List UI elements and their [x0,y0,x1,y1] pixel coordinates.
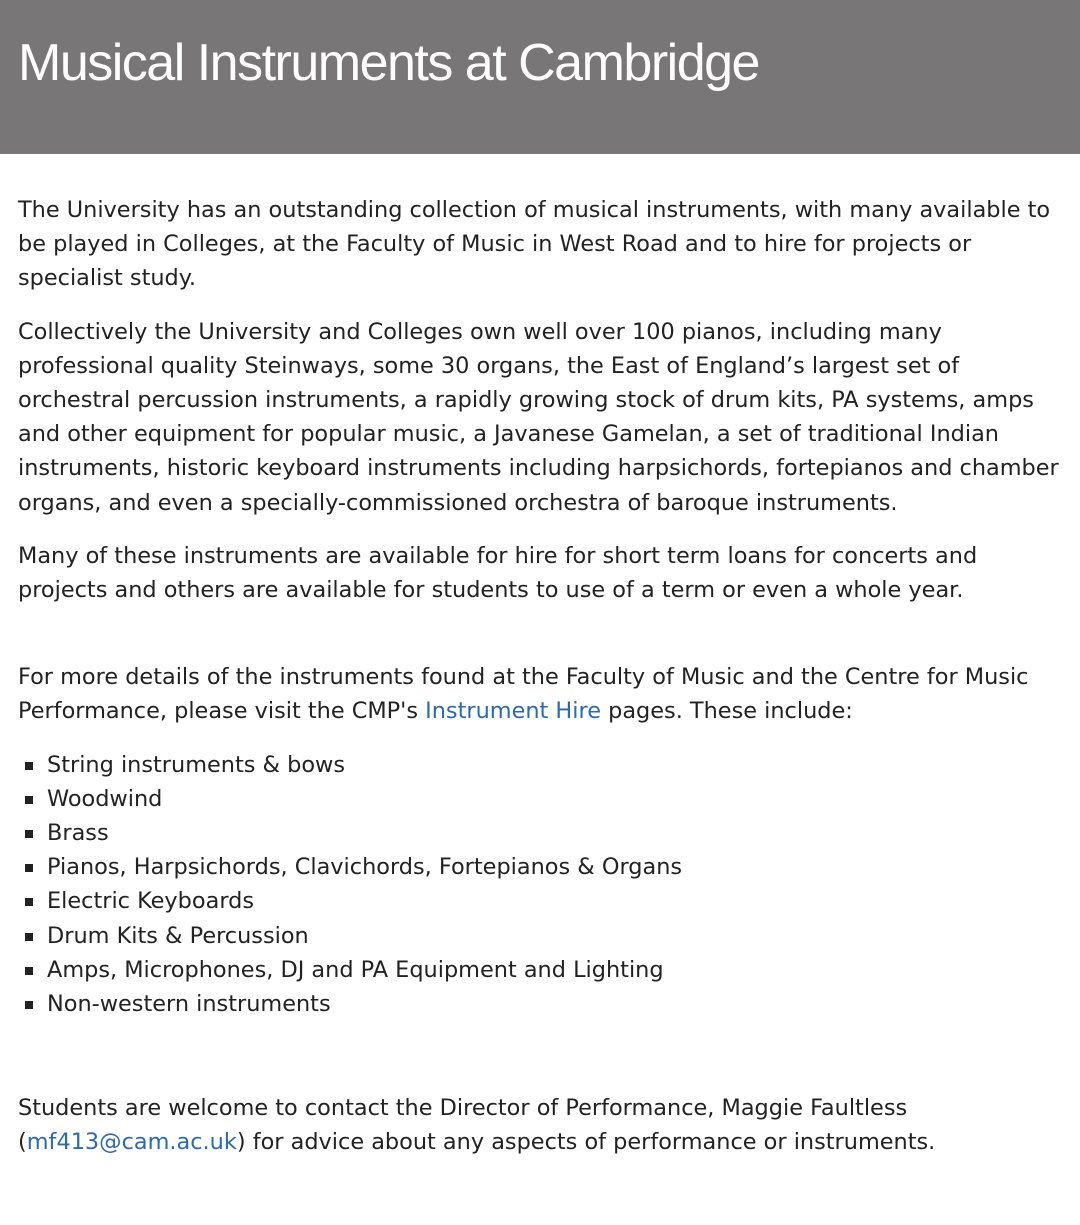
bullet-icon [25,1001,33,1009]
list-item [18,919,1063,953]
collection-paragraph: Collectively the University and Colleges own well over 100 pianos, including many professional quality Steinways, some 30 organs, the East of England’s largest set of orchestral percussion instruments, a rapidly growing stock of drum kits, PA systems, amps and other equipment for popular music, a Javanese Gamelan, a set of traditional Indian instruments, historic keyboard instruments including harpsichords, fortepianos and chamber organs, and even a specially-commissioned orchestra of baroque instruments. [18,318,1059,516]
list-item [18,987,1063,1021]
instrument-hire-link[interactable]: Instrument Hire [425,698,601,725]
hire-paragraph: Many of these instruments are available for hire for short term loans for concerts and projects and others are available for students to use of a term or even a whole year. [18,542,978,604]
email-link[interactable]: mf413@cam.ac.uk [26,1129,237,1156]
list-item-label: Brass [47,820,109,847]
details-paragraph [18,660,1063,728]
list-item [18,850,1063,884]
list-item [18,884,1063,918]
list-item-label: Non-western instruments [47,991,331,1018]
bullet-icon [25,762,33,770]
list-item-label: String instruments & bows [47,751,345,778]
list-item-label: Pianos, Harpsichords, Clavichords, Fortepianos & Organs [47,854,683,881]
list-item-label: Drum Kits & Percussion [47,922,309,949]
details-text-after: pages. These include: [600,698,853,725]
contact-text-after: ) for advice about any aspects of performance or instruments. [236,1129,936,1156]
page-header [0,0,1080,154]
details-text-before: For more details of the instruments found at the Faculty of Music and the Centre for Music Performance, please visit the CMP's [18,664,1029,725]
list-item [18,748,1063,782]
list-item [18,816,1063,850]
bullet-icon [25,898,33,906]
main-content [18,193,1063,1160]
list-item-label: Woodwind [47,785,163,812]
list-item [18,953,1063,987]
instrument-list [18,748,1063,1022]
bullet-icon [25,967,33,975]
intro-paragraph: The University has an outstanding collection of musical instruments, with many available to be played in Colleges, at the Faculty of Music in West Road and to hire for projects or specialist study. [18,197,1051,292]
contact-text-before: Students are welcome to contact the Director of Performance, Maggie Faultless ( [18,1095,908,1156]
contact-paragraph [18,1091,1063,1159]
list-item-label: Amps, Microphones, DJ and PA Equipment and Lighting [47,956,664,983]
list-item [18,782,1063,816]
bullet-icon [25,830,33,838]
bullet-icon [25,796,33,804]
bullet-icon [25,933,33,941]
bullet-icon [25,864,33,872]
page-title: Musical Instruments at Cambridge [18,34,759,92]
list-item-label: Electric Keyboards [47,888,255,915]
